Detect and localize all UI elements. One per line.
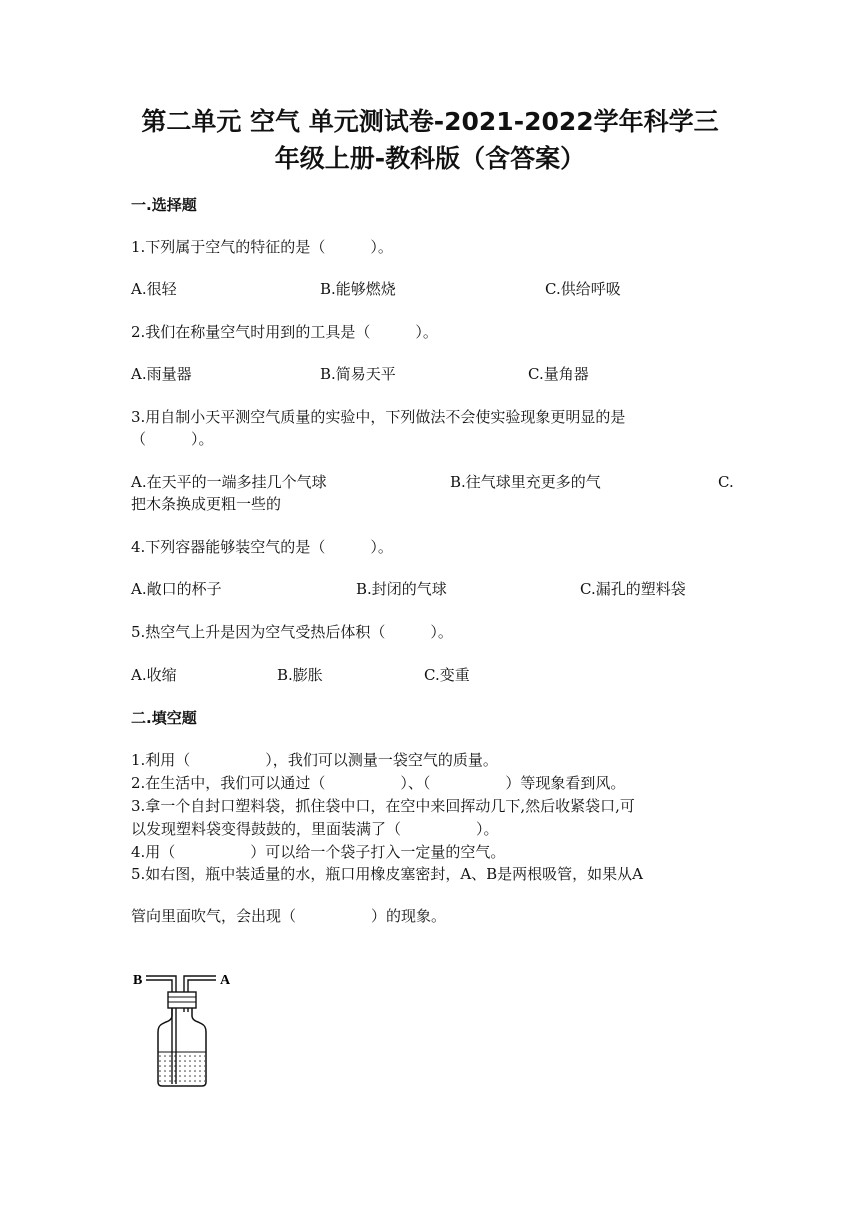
section-heading-fill-blank: 二.填空题 (131, 709, 197, 727)
question-stem-line-1: 3.用自制小天平测空气质量的实验中，下列做法不会使实验现象更明显的是 (131, 408, 626, 426)
section-heading-choice: 一.选择题 (131, 196, 197, 214)
option-b: B.膨胀 (277, 666, 323, 684)
document-title-line-2: 年级上册-教科版（含答案） (274, 144, 586, 173)
question-stem: 4.下列容器能够装空气的是（ ）。 (131, 538, 393, 556)
question-stem: 1.下列属于空气的特征的是（ ）。 (131, 238, 393, 256)
fill-line-6: 5.如右图，瓶中装适量的水，瓶口用橡皮塞密封，A、B是两根吸管，如果从A (131, 865, 644, 883)
option-b: B.往气球里充更多的气 (450, 473, 601, 491)
option-c: C.漏孔的塑料袋 (580, 580, 686, 598)
option-b: B.简易天平 (320, 365, 396, 383)
option-b: B.封闭的气球 (356, 580, 447, 598)
option-c: C. (718, 473, 734, 491)
question-stem-line-2: （ ）。 (131, 430, 214, 448)
fill-line-1: 1.利用（ ），我们可以测量一袋空气的质量。 (131, 751, 498, 769)
fill-line-5: 4.用（ ）可以给一个袋子打入一定量的空气。 (131, 843, 506, 861)
option-c-continuation: 把木条换成更粗一些的 (131, 495, 282, 513)
option-c: C.供给呼吸 (545, 280, 621, 298)
option-a: A.雨量器 (131, 365, 192, 383)
fill-line-7: 管向里面吹气，会出现（ ）的现象。 (131, 907, 447, 925)
bottle-figure (128, 964, 248, 1094)
option-c: C.量角器 (528, 365, 589, 383)
tube-a-label: A (220, 973, 231, 988)
fill-line-2: 2.在生活中，我们可以通过（ ）、（ ）等现象看到风。 (131, 774, 626, 792)
tube-b-label: B (133, 973, 143, 988)
option-b: B.能够燃烧 (320, 280, 396, 298)
option-a: A.在天平的一端多挂几个气球 (131, 473, 327, 491)
option-c: C.变重 (424, 666, 470, 684)
fill-line-4: 以发现塑料袋变得鼓鼓的，里面装满了（ ）。 (131, 820, 499, 838)
question-stem: 2.我们在称量空气时用到的工具是（ ）。 (131, 323, 438, 341)
question-stem: 5.热空气上升是因为空气受热后体积（ ）。 (131, 623, 453, 641)
option-a: A.敞口的杯子 (131, 580, 222, 598)
fill-line-3: 3.拿一个自封口塑料袋，抓住袋中口，在空中来回挥动几下,然后收紧袋口,可 (131, 797, 635, 815)
document-title-line-1: 第二单元 空气 单元测试卷-2021-2022学年科学三 (141, 107, 719, 136)
option-a: A.很轻 (131, 280, 177, 298)
option-a: A.收缩 (131, 666, 177, 684)
